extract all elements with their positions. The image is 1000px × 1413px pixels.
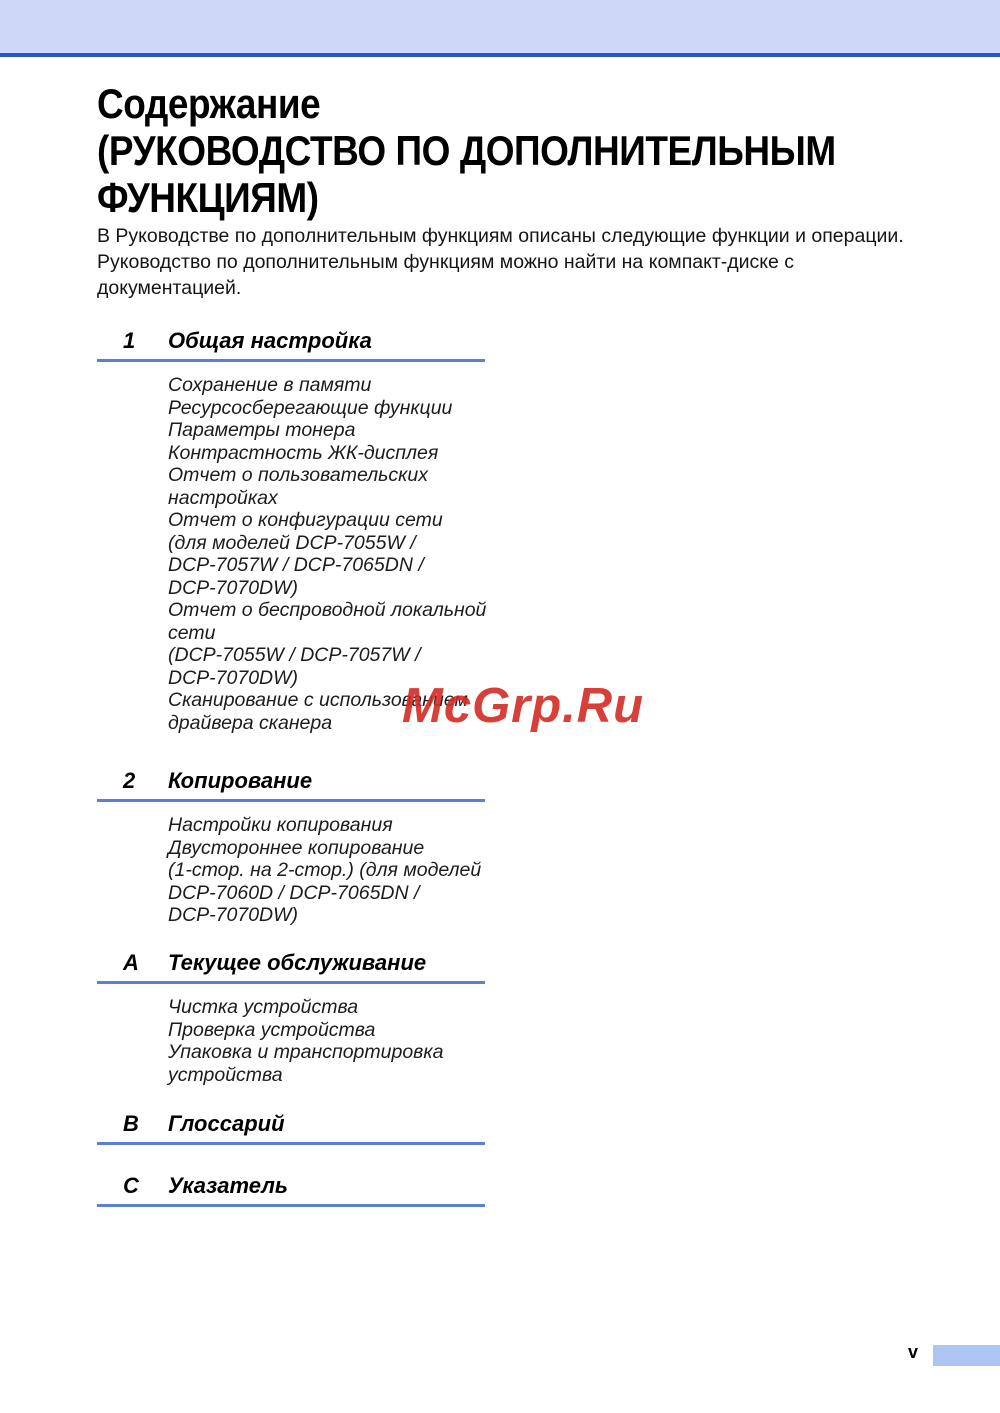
header-band: [0, 0, 1000, 57]
toc-entry-line: (для моделей DCP-7055W /: [168, 531, 416, 554]
section-entries: [168, 996, 485, 1086]
section-number: A: [123, 950, 139, 975]
toc-entry-line: Настройки копирования: [168, 814, 393, 836]
page-number: v: [908, 1342, 919, 1362]
section-heading: [97, 950, 485, 984]
section-number: B: [123, 1111, 139, 1136]
toc-entry-line: DCP-7070DW): [168, 666, 299, 689]
toc-entry-line: Сканирование с использованием: [168, 689, 468, 711]
page-title: [97, 80, 836, 221]
toc-entry-line: DCP-7070DW): [168, 576, 299, 599]
toc-entry-line: DCP-7060D / DCP-7065DN /: [168, 881, 420, 904]
intro-line: Руководство по дополнительным функциям можно найти на компакт-диске с: [97, 251, 795, 273]
toc-entry-line: Чистка устройства: [168, 996, 359, 1018]
toc-entry-line: Ресурсосберегающие функции: [168, 396, 453, 419]
section-title: Глоссарий: [168, 1111, 285, 1136]
toc-entry-line: устройства: [168, 1063, 283, 1086]
toc-section-C: [97, 1173, 485, 1207]
toc-entry-line: (DCP-7055W / DCP-7057W /: [168, 644, 421, 666]
toc-entry-line: Отчет о конфигурации сети: [168, 509, 443, 531]
toc-entry-line: Отчет о пользовательских: [168, 464, 428, 486]
intro-paragraph: [97, 223, 904, 301]
section-title: Текущее обслуживание: [168, 950, 427, 975]
section-number: 1: [123, 328, 136, 353]
toc-entry-line: Проверка устройства: [168, 1018, 376, 1041]
section-title: Указатель: [168, 1173, 288, 1198]
toc-entry-line: Отчет о беспроводной локальной: [168, 599, 487, 621]
toc-entry-line: драйвера сканера: [168, 711, 333, 734]
section-heading: [97, 1111, 485, 1145]
toc-entry-line: DCP-7070DW): [168, 904, 299, 926]
toc-entry-line: (1-стор. на 2-стор.) (для моделей: [168, 859, 482, 881]
section-number: 2: [123, 768, 136, 793]
intro-line: В Руководстве по дополнительным функциям описаны следующие функции и операции.: [97, 225, 904, 247]
section-heading: [97, 328, 485, 362]
section-heading: [97, 768, 485, 802]
toc-entry-line: Контрастность ЖК-дисплея: [168, 441, 439, 464]
toc-entry-line: Двустороннее копирование: [168, 836, 425, 859]
section-entries: [168, 814, 485, 927]
toc-section-A: [97, 950, 485, 1086]
page-title-line-3: ФУНКЦИЯМ): [97, 174, 319, 221]
toc-entry-line: DCP-7057W / DCP-7065DN /: [168, 554, 424, 576]
toc-entry-line: Сохранение в памяти: [168, 374, 372, 396]
toc-section-1: [97, 328, 485, 734]
toc-entry-line: настройках: [168, 486, 278, 509]
page-margin-bar: [933, 1345, 1000, 1366]
toc-entry-line: Упаковка и транспортировка: [168, 1041, 444, 1063]
page-title-line-1: Содержание: [97, 80, 321, 127]
watermark-mcgrp: McGrp.Ru: [402, 679, 645, 733]
toc-section-2: [97, 768, 485, 927]
section-heading: [97, 1173, 485, 1207]
intro-line: документацией.: [97, 277, 242, 299]
toc-section-B: [97, 1111, 485, 1145]
toc-entry-line: Параметры тонера: [168, 419, 356, 441]
toc-entry-line: сети: [168, 621, 216, 644]
section-number: C: [123, 1173, 139, 1198]
page-title-line-2: (РУКОВОДСТВО ПО ДОПОЛНИТЕЛЬНЫМ: [97, 127, 836, 174]
section-title: Общая настройка: [168, 328, 372, 353]
section-title: Копирование: [168, 768, 313, 793]
